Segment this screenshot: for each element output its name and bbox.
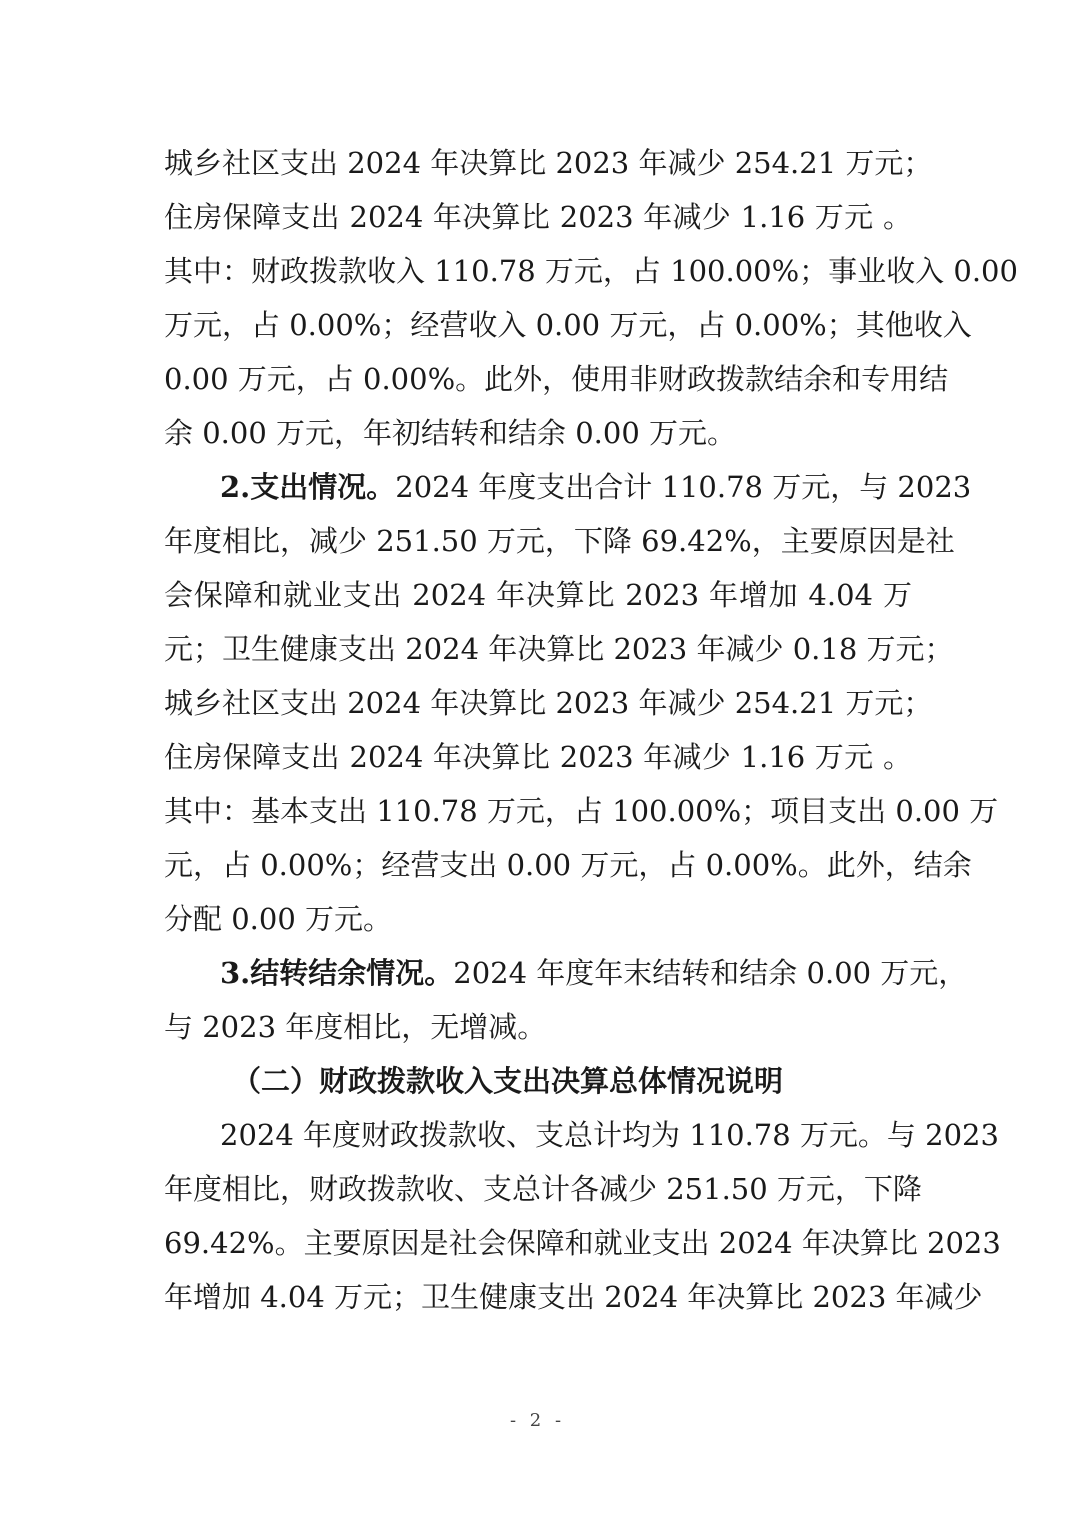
paragraph-line: 其中：财政拨款收入 110.78 万元，占 100.00%；事业收入 0.00 [164, 254, 1018, 288]
paragraph-line: 城乡社区支出 2024 年决算比 2023 年减少 254.21 万元； [164, 146, 933, 180]
page-number: - 2 - [509, 1410, 566, 1431]
paragraph-line [220, 953, 968, 993]
paragraph-line: 2024 年度财政拨款收、支总计均为 110.78 万元。与 2023 [220, 1118, 999, 1152]
paragraph-line: 城乡社区支出 2024 年决算比 2023 年减少 254.21 万元； [164, 686, 933, 720]
paragraph-line: 元，占 0.00%；经营支出 0.00 万元，占 0.00%。此外，结余 [164, 848, 972, 882]
paragraph-line: 住房保障支出 2024 年决算比 2023 年减少 1.16 万元 。 [164, 740, 912, 774]
paragraph-line: 其中：基本支出 110.78 万元，占 100.00%；项目支出 0.00 万 [164, 794, 999, 828]
paragraph-line: 与 2023 年度相比，无增减。 [164, 1010, 547, 1044]
paragraph-line: 年增加 4.04 万元；卫生健康支出 2024 年决算比 2023 年减少 [164, 1280, 983, 1314]
paragraph-line: 元；卫生健康支出 2024 年决算比 2023 年减少 0.18 万元； [164, 632, 954, 666]
paragraph-line: 69.42%。主要原因是社会保障和就业支出 2024 年决算比 2023 [164, 1226, 1001, 1260]
expenditure-label: 2.支出情况。 [220, 470, 396, 504]
paragraph-line: 万元，占 0.00%；经营收入 0.00 万元，占 0.00%；其他收入 [164, 308, 972, 342]
paragraph-line: 年度相比，财政拨款收、支总计各减少 251.50 万元，下降 [164, 1172, 922, 1206]
paragraph-line: 住房保障支出 2024 年决算比 2023 年减少 1.16 万元 。 [164, 200, 912, 234]
section-heading: （二）财政拨款收入支出决算总体情况说明 [232, 1064, 784, 1098]
paragraph-line: 0.00 万元，占 0.00%。此外，使用非财政拨款结余和专用结 [164, 362, 949, 396]
paragraph-line: 会保障和就业支出 2024 年决算比 2023 年增加 4.04 万 [164, 578, 912, 612]
carryover-text: 2024 年度年末结转和结余 0.00 万元， [453, 956, 968, 990]
expenditure-text: 2024 年度支出合计 110.78 万元，与 2023 [395, 470, 972, 504]
paragraph-line [220, 467, 972, 507]
paragraph-line: 年度相比，减少 251.50 万元，下降 69.42%，主要原因是社 [164, 524, 955, 558]
paragraph-line: 余 0.00 万元，年初结转和结余 0.00 万元。 [164, 416, 737, 450]
paragraph-line: 分配 0.00 万元。 [164, 902, 393, 936]
carryover-label: 3.结转结余情况。 [220, 956, 454, 990]
